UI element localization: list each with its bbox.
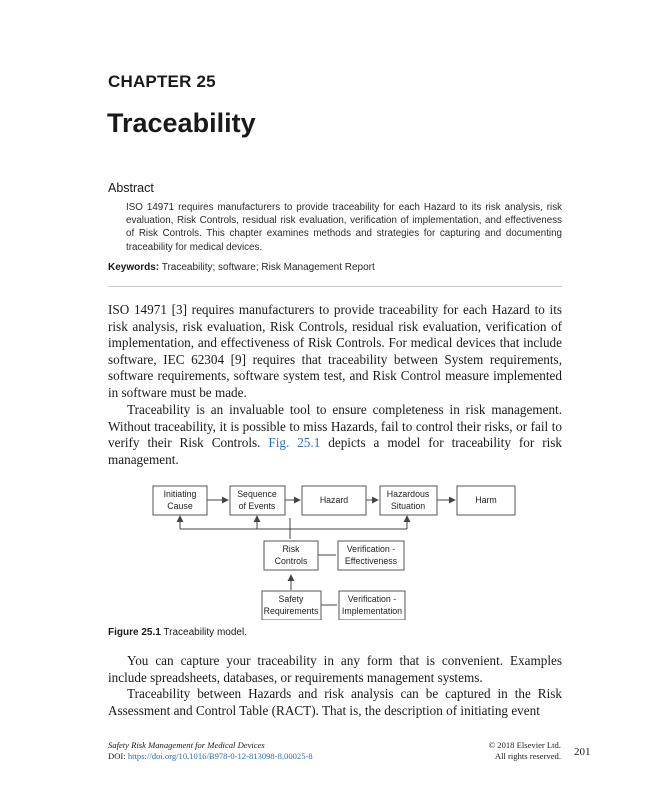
node-verification-effectiveness bbox=[338, 541, 404, 570]
node-sequence-of-events bbox=[230, 486, 285, 515]
abstract-divider bbox=[108, 286, 562, 287]
doi-link[interactable]: https://doi.org/10.1016/B978-0-12-813098-8.00025-8 bbox=[127, 751, 313, 762]
body-paragraph-4: Traceability between Hazards and risk analysis can be captured in the Risk Assessment and Control Table (RACT). That is, the description of initiating event bbox=[108, 686, 562, 718]
footer-doi bbox=[108, 751, 313, 762]
abstract-text: ISO 14971 requires manufacturers to provide traceability for each Hazard to its risk analysis, risk evaluation, Risk Controls, residual risk evaluation, verification of implementation, and effectiveness of Risk Controls. This chapter examines methods and strategies for capturing and documenting traceability for medical devices. bbox=[126, 202, 562, 253]
verification-effectiveness-line-2: Effectiveness bbox=[344, 556, 398, 566]
para-2-text-end: depicts a model for traceability for risk management. bbox=[108, 435, 562, 467]
body-paragraph-3: You can capture your traceability in any form that is convenient. Examples include spreadsheets, databases, or requirements management systems. bbox=[108, 653, 562, 685]
node-hazardous-situation bbox=[380, 486, 437, 515]
keywords-line bbox=[108, 262, 568, 273]
harm-label: Harm bbox=[475, 495, 497, 505]
rights-line: All rights reserved. bbox=[494, 751, 561, 762]
node-hazard bbox=[302, 486, 366, 515]
safety-requirements-line-1: Safety bbox=[278, 594, 304, 604]
verification-implementation-line-1: Verification - bbox=[347, 594, 397, 604]
copyright-line: © 2018 Elsevier Ltd. bbox=[488, 740, 561, 750]
body-paragraph-2 bbox=[108, 402, 562, 468]
sequence-line-2: of Events bbox=[238, 501, 276, 511]
chapter-label: CHAPTER 25 bbox=[108, 72, 216, 91]
footer-copyright bbox=[455, 740, 561, 763]
verification-effectiveness-line-1: Verification - bbox=[346, 544, 396, 554]
node-harm bbox=[457, 486, 515, 515]
page-title: Traceability bbox=[107, 108, 256, 138]
node-safety-requirements bbox=[262, 591, 321, 620]
hazard-label: Hazard bbox=[319, 495, 349, 505]
footer-citation bbox=[108, 740, 313, 763]
figure-caption-text: Traceability model. bbox=[163, 627, 247, 638]
risk-controls-line-2: Controls bbox=[274, 556, 308, 566]
figure-link[interactable]: Fig. 25.1 bbox=[268, 435, 321, 451]
risk-controls-line-1: Risk bbox=[282, 544, 300, 554]
initiating-cause-line-2: Cause bbox=[167, 501, 193, 511]
sequence-line-1: Sequence bbox=[237, 489, 277, 499]
hazardous-situation-line-1: Hazardous bbox=[386, 489, 430, 499]
page-number: 201 bbox=[574, 746, 591, 758]
keywords-values: Traceability; software; Risk Management Report bbox=[161, 262, 375, 273]
para-2-text-start: Traceability is an invaluable tool to ensure completeness in risk management. Without traceability, it is possible to miss Hazards, fail to control their risks, or fail to verify their Risk Controls. bbox=[108, 402, 562, 451]
verification-implementation-line-2: Implementation bbox=[341, 606, 403, 616]
figure-caption-label: Figure 25.1 bbox=[108, 627, 161, 638]
safety-requirements-line-2: Requirements bbox=[263, 606, 319, 616]
abstract-heading: Abstract bbox=[108, 181, 154, 195]
footer-book-title: Safety Risk Management for Medical Devices bbox=[108, 740, 265, 750]
node-risk-controls bbox=[264, 541, 318, 570]
body-paragraph-1: ISO 14971 [3] requires manufacturers to provide traceability for each Hazard to its risk analysis, risk evaluation, Risk Controls, residual risk evaluation, verification of implementation, and effectiveness of Risk Controls. For medical devices that include software, IEC 62304 [9] requires that traceability between System requirements, software requirements, software system test, and Risk Control measure implemented in software must be made. bbox=[108, 302, 562, 400]
keywords-label: Keywords: bbox=[108, 262, 160, 273]
figure-caption bbox=[108, 627, 247, 638]
hazardous-situation-line-2: Situation bbox=[390, 501, 426, 511]
doi-label: DOI: bbox=[108, 751, 126, 762]
node-initiating-cause bbox=[153, 486, 207, 515]
traceability-diagram bbox=[140, 478, 520, 620]
initiating-cause-line-1: Initiating bbox=[163, 489, 197, 499]
node-verification-implementation bbox=[339, 591, 405, 620]
